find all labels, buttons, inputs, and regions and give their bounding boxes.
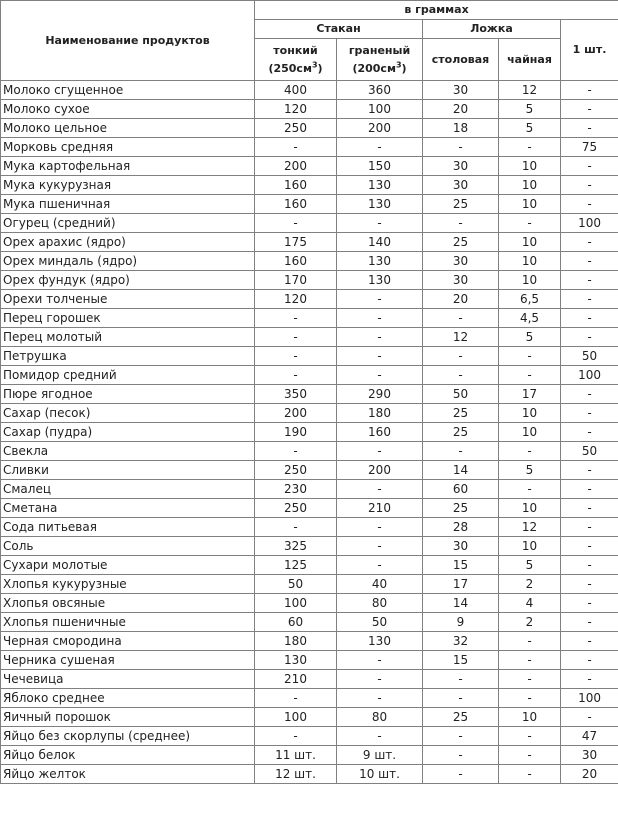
one-piece-cell: 47 [561,727,618,746]
table-spoon-cell: - [423,214,499,233]
thin-glass-cell: 160 [255,252,337,271]
header-thin-glass-sup: 3 [311,59,318,69]
one-piece-cell: 100 [561,366,618,385]
one-piece-cell: - [561,518,618,537]
thin-glass-cell: - [255,366,337,385]
tea-spoon-cell: 10 [499,708,561,727]
header-glass [255,20,423,39]
faceted-glass-cell: - [337,727,423,746]
product-name-cell: Мука картофельная [1,157,255,176]
one-piece-cell: - [561,708,618,727]
one-piece-cell: - [561,100,618,119]
product-name-cell: Огурец (средний) [1,214,255,233]
table-row [1,252,618,271]
tea-spoon-cell: - [499,689,561,708]
faceted-glass-cell: 140 [337,233,423,252]
tea-spoon-cell: 10 [499,271,561,290]
table-row [1,461,618,480]
faceted-glass-cell: 80 [337,594,423,613]
table-row [1,290,618,309]
table-row [1,214,618,233]
tea-spoon-cell: - [499,347,561,366]
one-piece-cell: - [561,81,618,100]
faceted-glass-cell: 130 [337,632,423,651]
product-name-cell: Яйцо без скорлупы (среднее) [1,727,255,746]
faceted-glass-cell: 130 [337,176,423,195]
table-row [1,651,618,670]
table-row [1,765,618,784]
thin-glass-cell: 160 [255,195,337,214]
thin-glass-cell: 250 [255,119,337,138]
one-piece-cell: - [561,575,618,594]
faceted-glass-cell: 9 шт. [337,746,423,765]
table-header [1,1,618,81]
header-faceted-glass-close: ) [401,61,407,75]
one-piece-cell: 100 [561,214,618,233]
thin-glass-cell: 200 [255,157,337,176]
table-row [1,309,618,328]
table-spoon-cell: 30 [423,157,499,176]
table-row [1,100,618,119]
thin-glass-cell: 125 [255,556,337,575]
faceted-glass-cell: 130 [337,271,423,290]
thin-glass-cell: - [255,138,337,157]
faceted-glass-cell: - [337,689,423,708]
tea-spoon-cell: 10 [499,537,561,556]
thin-glass-cell: 160 [255,176,337,195]
one-piece-cell: - [561,385,618,404]
table-row [1,632,618,651]
product-name-cell: Черника сушеная [1,651,255,670]
table-spoon-cell: 28 [423,518,499,537]
header-faceted-glass-label: граненый [348,43,411,57]
tea-spoon-cell: 12 [499,518,561,537]
product-name-cell: Молоко сухое [1,100,255,119]
product-name-cell: Морковь средняя [1,138,255,157]
thin-glass-cell: 230 [255,480,337,499]
faceted-glass-cell: - [337,309,423,328]
tea-spoon-cell: 10 [499,499,561,518]
product-name-cell: Яичный порошок [1,708,255,727]
thin-glass-cell: 200 [255,404,337,423]
one-piece-cell: - [561,613,618,632]
table-row [1,442,618,461]
one-piece-cell: 50 [561,442,618,461]
tea-spoon-cell: 4 [499,594,561,613]
table-row [1,233,618,252]
table-row [1,537,618,556]
table-row [1,746,618,765]
header-thin-glass-close: ) [317,61,323,75]
one-piece-cell: 50 [561,347,618,366]
table-spoon-cell: 30 [423,176,499,195]
one-piece-cell: - [561,670,618,689]
tea-spoon-cell: 4,5 [499,309,561,328]
tea-spoon-cell: - [499,214,561,233]
table-spoon-cell: 32 [423,632,499,651]
header-faceted-glass [337,39,423,81]
table-spoon-cell: 25 [423,499,499,518]
table-row [1,613,618,632]
table-row [1,480,618,499]
table-spoon-cell: 14 [423,594,499,613]
product-name-cell: Хлопья пшеничные [1,613,255,632]
table-row [1,176,618,195]
table-row [1,670,618,689]
faceted-glass-cell: - [337,518,423,537]
tea-spoon-cell: 10 [499,157,561,176]
product-name-cell: Мука кукурузная [1,176,255,195]
faceted-glass-cell: 210 [337,499,423,518]
one-piece-cell: - [561,176,618,195]
tea-spoon-cell: 6,5 [499,290,561,309]
tea-spoon-cell: - [499,632,561,651]
product-name-cell: Сливки [1,461,255,480]
one-piece-cell: 20 [561,765,618,784]
header-thin-glass-label: тонкий [273,43,318,57]
product-name-cell: Сахар (песок) [1,404,255,423]
thin-glass-cell: - [255,328,337,347]
product-name-cell: Мука пшеничная [1,195,255,214]
table-row [1,157,618,176]
table-row [1,499,618,518]
faceted-glass-cell: - [337,328,423,347]
thin-glass-cell: 12 шт. [255,765,337,784]
thin-glass-cell: 210 [255,670,337,689]
table-spoon-cell: 20 [423,290,499,309]
table-row [1,195,618,214]
tea-spoon-cell: - [499,670,561,689]
thin-glass-cell: 250 [255,461,337,480]
faceted-glass-cell: - [337,651,423,670]
faceted-glass-cell: 10 шт. [337,765,423,784]
thin-glass-cell: 350 [255,385,337,404]
thin-glass-cell: 11 шт. [255,746,337,765]
one-piece-cell: - [561,556,618,575]
tea-spoon-cell: - [499,442,561,461]
table-spoon-cell: 50 [423,385,499,404]
faceted-glass-cell: - [337,442,423,461]
tea-spoon-cell: 12 [499,81,561,100]
tea-spoon-cell: 10 [499,233,561,252]
thin-glass-cell: 100 [255,594,337,613]
table-row [1,119,618,138]
table-spoon-cell: 9 [423,613,499,632]
product-name-cell: Смалец [1,480,255,499]
table-spoon-cell: - [423,366,499,385]
product-name-cell: Орех миндаль (ядро) [1,252,255,271]
faceted-glass-cell: 200 [337,119,423,138]
one-piece-cell: - [561,252,618,271]
product-name-cell: Соль [1,537,255,556]
table-spoon-cell: - [423,689,499,708]
tea-spoon-cell: 2 [499,575,561,594]
table-row [1,423,618,442]
faceted-glass-cell: - [337,556,423,575]
thin-glass-cell: 170 [255,271,337,290]
one-piece-cell: - [561,537,618,556]
product-name-cell: Хлопья овсяные [1,594,255,613]
table-row [1,594,618,613]
product-name-cell: Помидор средний [1,366,255,385]
header-thin-glass-volume: (250см [268,61,312,75]
tea-spoon-cell: 10 [499,404,561,423]
header-tea-spoon [499,39,561,81]
one-piece-cell: - [561,594,618,613]
header-product-name-label: Наименование продуктов [45,33,210,47]
product-name-cell: Пюре ягодное [1,385,255,404]
one-piece-cell: - [561,404,618,423]
tea-spoon-cell: 10 [499,423,561,442]
tea-spoon-cell: 5 [499,328,561,347]
product-name-cell: Сметана [1,499,255,518]
thin-glass-cell: 130 [255,651,337,670]
tea-spoon-cell: - [499,765,561,784]
table-spoon-cell: 25 [423,233,499,252]
table-row [1,556,618,575]
one-piece-cell: - [561,423,618,442]
thin-glass-cell: 175 [255,233,337,252]
one-piece-cell: - [561,195,618,214]
one-piece-cell: - [561,328,618,347]
table-spoon-cell: - [423,347,499,366]
table-spoon-cell: 30 [423,81,499,100]
one-piece-cell: - [561,651,618,670]
thin-glass-cell: - [255,442,337,461]
header-grams-label: в граммах [404,3,469,16]
product-name-cell: Перец горошек [1,309,255,328]
table-spoon-cell: 15 [423,556,499,575]
faceted-glass-cell: 180 [337,404,423,423]
product-name-cell: Перец молотый [1,328,255,347]
header-thin-glass [255,39,337,81]
table-row [1,328,618,347]
faceted-glass-cell: - [337,537,423,556]
tea-spoon-cell: - [499,746,561,765]
header-one-piece [561,20,618,81]
table-spoon-cell: 25 [423,423,499,442]
table-row [1,385,618,404]
product-name-cell: Молоко цельное [1,119,255,138]
table-spoon-cell: - [423,442,499,461]
faceted-glass-cell: - [337,366,423,385]
table-spoon-cell: 25 [423,708,499,727]
table-spoon-cell: - [423,765,499,784]
product-name-cell: Черная смородина [1,632,255,651]
table-spoon-cell: - [423,746,499,765]
one-piece-cell: - [561,461,618,480]
one-piece-cell: - [561,119,618,138]
table-row [1,689,618,708]
table-spoon-cell: 18 [423,119,499,138]
header-table-spoon-label: столовая [431,52,490,66]
thin-glass-cell: - [255,518,337,537]
product-name-cell: Орехи толченые [1,290,255,309]
table-spoon-cell: 12 [423,328,499,347]
faceted-glass-cell: 50 [337,613,423,632]
thin-glass-cell: 250 [255,499,337,518]
faceted-glass-cell: 130 [337,195,423,214]
faceted-glass-cell: 40 [337,575,423,594]
header-spoon [423,20,561,39]
faceted-glass-cell: - [337,214,423,233]
faceted-glass-cell: 290 [337,385,423,404]
table-spoon-cell: 14 [423,461,499,480]
one-piece-cell: 75 [561,138,618,157]
product-name-cell: Орех арахис (ядро) [1,233,255,252]
thin-glass-cell: - [255,214,337,233]
table-spoon-cell: 30 [423,537,499,556]
tea-spoon-cell: - [499,366,561,385]
tea-spoon-cell: 10 [499,195,561,214]
header-faceted-glass-volume: (200см [352,61,396,75]
table-spoon-cell: 25 [423,404,499,423]
table-row [1,708,618,727]
table-row [1,271,618,290]
thin-glass-cell: 120 [255,100,337,119]
thin-glass-cell: 325 [255,537,337,556]
header-one-piece-label: 1 шт. [572,43,607,56]
product-name-cell: Чечевица [1,670,255,689]
faceted-glass-cell: 200 [337,461,423,480]
tea-spoon-cell: - [499,480,561,499]
one-piece-cell: - [561,499,618,518]
product-name-cell: Петрушка [1,347,255,366]
table-spoon-cell: 15 [423,651,499,670]
table-spoon-cell: 25 [423,195,499,214]
tea-spoon-cell: - [499,138,561,157]
table-row [1,81,618,100]
one-piece-cell: - [561,157,618,176]
header-grams [255,1,618,20]
product-name-cell: Яблоко среднее [1,689,255,708]
thin-glass-cell: - [255,347,337,366]
thin-glass-cell: 190 [255,423,337,442]
table-spoon-cell: - [423,727,499,746]
one-piece-cell: - [561,632,618,651]
thin-glass-cell: 50 [255,575,337,594]
one-piece-cell: - [561,290,618,309]
table-spoon-cell: - [423,309,499,328]
one-piece-cell: 100 [561,689,618,708]
one-piece-cell: - [561,233,618,252]
table-spoon-cell: 60 [423,480,499,499]
header-table-spoon [423,39,499,81]
tea-spoon-cell: - [499,727,561,746]
table-row [1,404,618,423]
header-tea-spoon-label: чайная [507,52,552,66]
table-row [1,366,618,385]
product-name-cell: Свекла [1,442,255,461]
thin-glass-cell: - [255,727,337,746]
thin-glass-cell: 60 [255,613,337,632]
faceted-glass-cell: 160 [337,423,423,442]
tea-spoon-cell: 5 [499,461,561,480]
one-piece-cell: - [561,309,618,328]
thin-glass-cell: 100 [255,708,337,727]
table-spoon-cell: 30 [423,271,499,290]
product-name-cell: Яйцо желток [1,765,255,784]
product-name-cell: Хлопья кукурузные [1,575,255,594]
tea-spoon-cell: 5 [499,119,561,138]
table-spoon-cell: 17 [423,575,499,594]
faceted-glass-cell: 130 [337,252,423,271]
product-name-cell: Яйцо белок [1,746,255,765]
faceted-glass-cell: - [337,670,423,689]
table-row [1,518,618,537]
table-row [1,138,618,157]
faceted-glass-cell: - [337,138,423,157]
faceted-glass-cell: 150 [337,157,423,176]
header-faceted-glass-sup: 3 [395,59,402,69]
faceted-glass-cell: - [337,347,423,366]
table-body [1,81,618,784]
one-piece-cell: 30 [561,746,618,765]
thin-glass-cell: 180 [255,632,337,651]
faceted-glass-cell: 360 [337,81,423,100]
faceted-glass-cell: - [337,480,423,499]
faceted-glass-cell: - [337,290,423,309]
product-name-cell: Сухари молотые [1,556,255,575]
tea-spoon-cell: 2 [499,613,561,632]
one-piece-cell: - [561,271,618,290]
product-name-cell: Орех фундук (ядро) [1,271,255,290]
table-row [1,347,618,366]
thin-glass-cell: 400 [255,81,337,100]
table-spoon-cell: 20 [423,100,499,119]
product-name-cell: Сода питьевая [1,518,255,537]
table-row [1,727,618,746]
tea-spoon-cell: - [499,651,561,670]
thin-glass-cell: 120 [255,290,337,309]
table-spoon-cell: - [423,138,499,157]
header-glass-label: Стакан [316,22,361,35]
one-piece-cell: - [561,480,618,499]
tea-spoon-cell: 5 [499,556,561,575]
product-name-cell: Молоко сгущенное [1,81,255,100]
tea-spoon-cell: 10 [499,252,561,271]
header-spoon-label: Ложка [470,22,513,35]
tea-spoon-cell: 17 [499,385,561,404]
table-spoon-cell: 30 [423,252,499,271]
thin-glass-cell: - [255,689,337,708]
header-product-name [1,1,255,81]
table-row [1,575,618,594]
faceted-glass-cell: 80 [337,708,423,727]
thin-glass-cell: - [255,309,337,328]
table-spoon-cell: - [423,670,499,689]
tea-spoon-cell: 5 [499,100,561,119]
tea-spoon-cell: 10 [499,176,561,195]
faceted-glass-cell: 100 [337,100,423,119]
product-name-cell: Сахар (пудра) [1,423,255,442]
